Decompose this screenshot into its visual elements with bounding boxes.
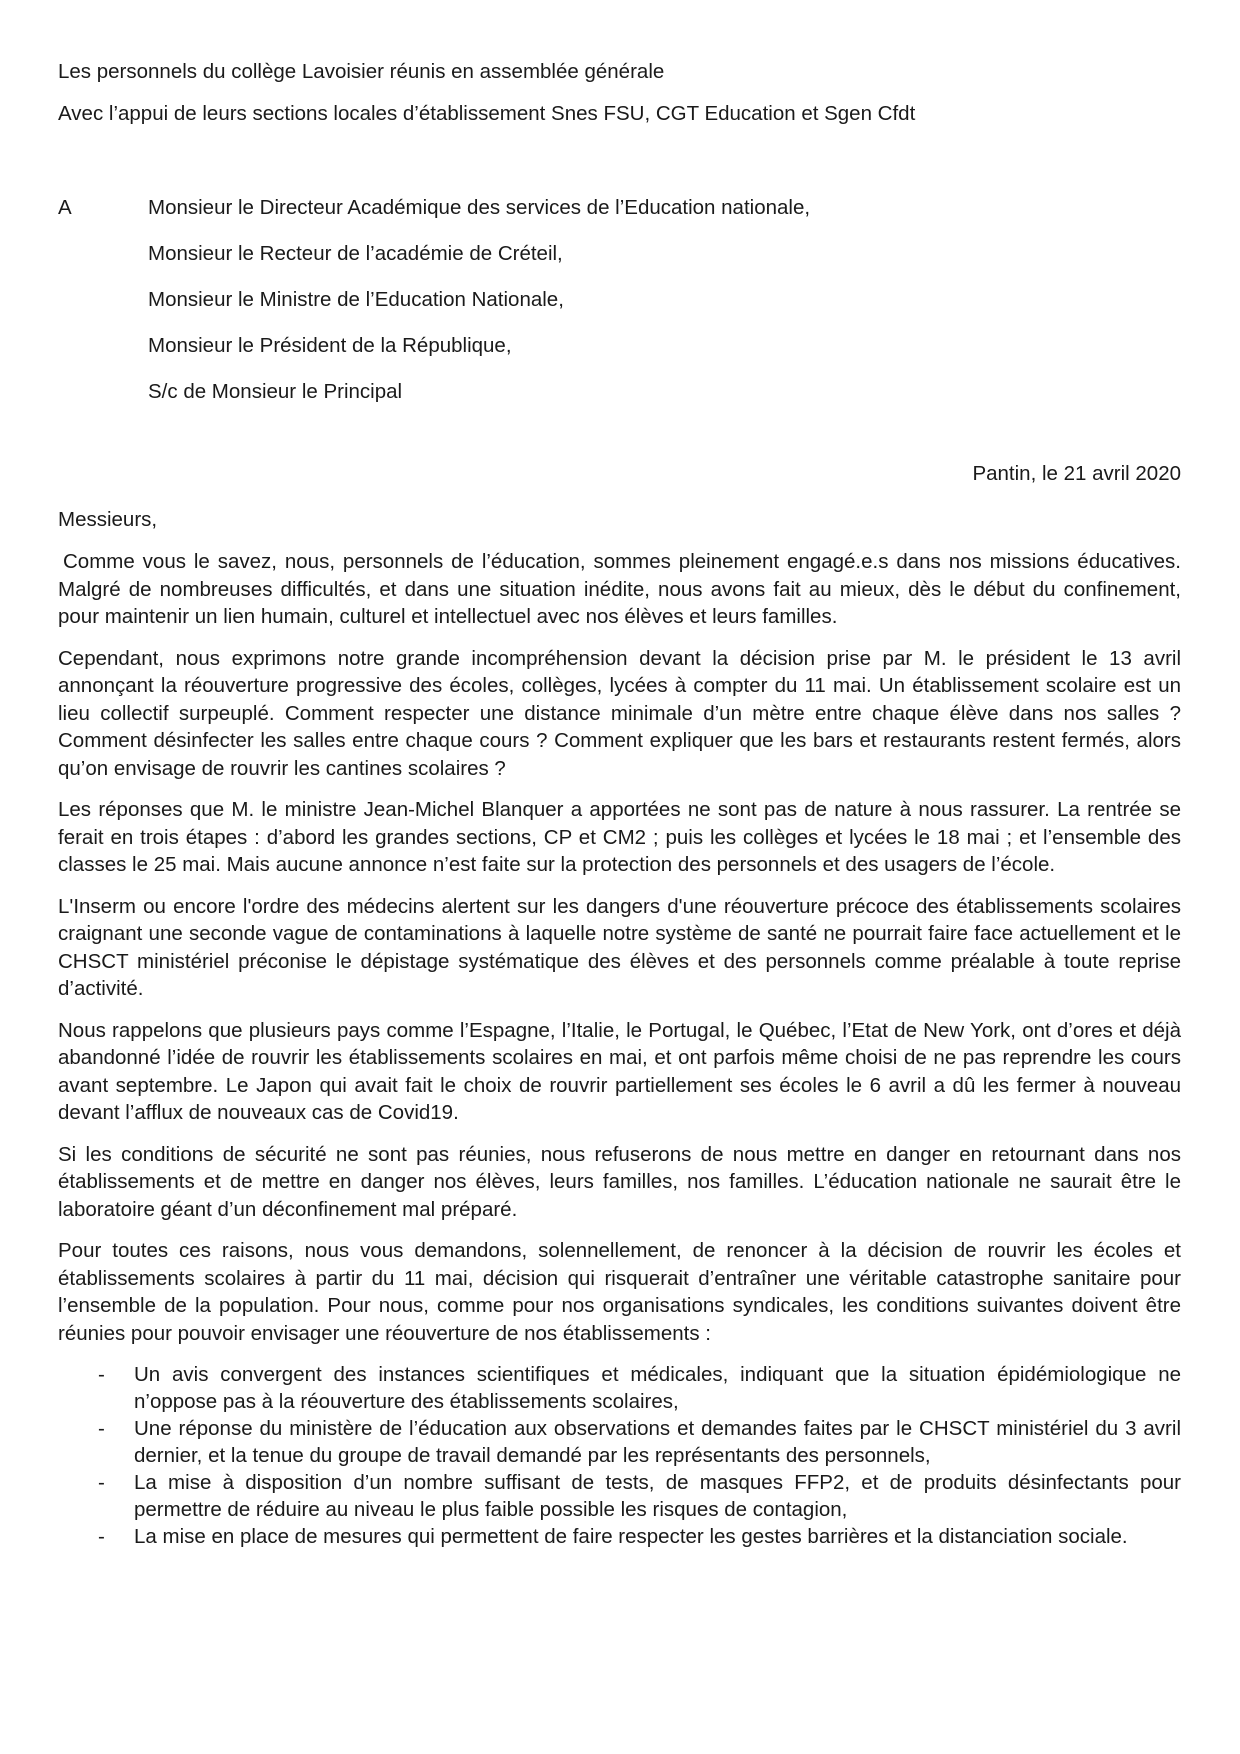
recipient-indent [58,332,148,378]
salutation: Messieurs, [58,508,158,531]
list-item [58,1469,1181,1523]
letter-date: Pantin, le 21 avril 2020 [972,462,1181,485]
recipient-indent [58,286,148,332]
list-item-text: Une réponse du ministère de l’éducation aux observations et demandes faites par le CHSCT ministériel du 3 avril dernier, et la tenue du groupe de travail demandé par les représentants des personnels, [134,1417,1181,1467]
letter-body [58,548,1181,1550]
sender-line-1: Les personnels du collège Lavoisier réunis en assemblée générale [58,60,665,83]
recipient-item: S/c de Monsieur le Principal [148,380,403,403]
recipient-indent [58,378,148,424]
list-bullet: - [98,1363,105,1386]
recipient-item: Monsieur le Recteur de l’académie de Créteil, [148,242,563,265]
recipient-row [58,194,1178,240]
body-paragraph: L'Inserm ou encore l'ordre des médecins alertent sur les dangers d'une réouverture précoce des établissements scolaires craignant une seconde vague de contaminations à laquelle notre système de santé ne pourrait faire face actuellement et le CHSCT ministériel préconise le dépistage systématique des élèves et des personnels comme préalable à toute reprise d’activité. [58,894,1181,1000]
list-bullet: - [98,1471,105,1494]
list-bullet: - [98,1525,105,1548]
list-item [58,1361,1181,1415]
body-paragraph: Pour toutes ces raisons, nous vous demandons, solennellement, de renoncer à la décision de rouvrir les écoles et établissements scolaires à partir du 11 mai, décision qui risquerait d’entraîner une véritable catastrophe sanitaire pour l’ensemble de la population. Pour nous, comme pour nos organisations syndicales, les conditions suivantes doivent être réunies pour pouvoir envisager une réouverture de nos établissements : [58,1239,1181,1345]
list-item-text: Un avis convergent des instances scientifiques et médicales, indiquant que la situation épidémiologique ne n’oppose pas à la réouverture des établissements scolaires, [134,1363,1181,1413]
recipient-row [58,332,1178,378]
body-paragraph: Comme vous le savez, nous, personnels de l’éducation, sommes pleinement engagé.e.s dans nos missions éducatives. Malgré de nombreuses difficultés, et dans une situation inédite, nous avons fait au mieux, dès le début du confinement, pour maintenir un lien humain, culturel et intellectuel avec nos élèves et leurs familles. [58,550,1181,628]
recipients-block [58,194,1178,424]
recipient-indent [58,240,148,286]
recipient-row [58,240,1178,286]
sender-line-2: Avec l’appui de leurs sections locales d’établissement Snes FSU, CGT Education et Sgen Cfdt [58,102,916,125]
body-paragraph: Nous rappelons que plusieurs pays comme l’Espagne, l’Italie, le Portugal, le Québec, l’Etat de New York, ont d’ores et déjà abandonné l’idée de rouvrir les établissements scolaires en mai, et ont parfois même choisi de ne pas reprendre les cours avant septembre. Le Japon qui avait fait le choix de rouvrir partiellement ses écoles le 6 avril a dû les fermer à nouveau devant l’afflux de nouveaux cas de Covid19. [58,1018,1181,1124]
list-item [58,1415,1181,1469]
recipient-row [58,286,1178,332]
body-paragraph: Cependant, nous exprimons notre grande incompréhension devant la décision prise par M. le président le 13 avril annonçant la réouverture progressive des écoles, collèges, lycées à compter du 11 mai. Un établissement scolaire est un lieu collectif surpeuplé. Comment respecter une distance minimale d’un mètre entre chaque élève dans nos salles ? Comment désinfecter les salles entre chaque cours ? Comment expliquer que les bars et restaurants restent fermés, alors qu’on envisage de rouvrir les cantines scolaires ? [58,646,1181,780]
body-paragraph: Les réponses que M. le ministre Jean-Michel Blanquer a apportées ne sont pas de nature à nous rassurer. La rentrée se ferait en trois étapes : d’abord les grandes sections, CP et CM2 ; puis les collèges et lycées le 18 mai ; et l’ensemble des classes le 25 mai. Mais aucune annonce n’est faite sur la protection des personnels et des usagers de l’école. [58,798,1181,876]
recipient-item: Monsieur le Ministre de l’Education Nationale, [148,288,564,311]
conditions-list [58,1361,1181,1550]
list-item [58,1523,1181,1550]
list-bullet: - [98,1417,105,1440]
recipient-item: Monsieur le Directeur Académique des services de l’Education nationale, [148,196,811,219]
recipient-row [58,378,1178,424]
sender-block [58,58,1178,142]
list-item-text: La mise à disposition d’un nombre suffisant de tests, de masques FFP2, et de produits désinfectants pour permettre de réduire au niveau le plus faible possible les risques de contagion, [134,1471,1181,1521]
recipient-prefix: A [58,196,72,219]
body-paragraph: Si les conditions de sécurité ne sont pas réunies, nous refuserons de nous mettre en danger en retournant dans nos établissements et de mettre en danger nos élèves, leurs familles, nos familles. L’éducation nationale ne saurait être le laboratoire géant d’un déconfinement mal préparé. [58,1142,1181,1221]
list-item-text: La mise en place de mesures qui permettent de faire respecter les gestes barrières et la distanciation sociale. [134,1525,1128,1548]
recipient-item: Monsieur le Président de la République, [148,334,512,357]
